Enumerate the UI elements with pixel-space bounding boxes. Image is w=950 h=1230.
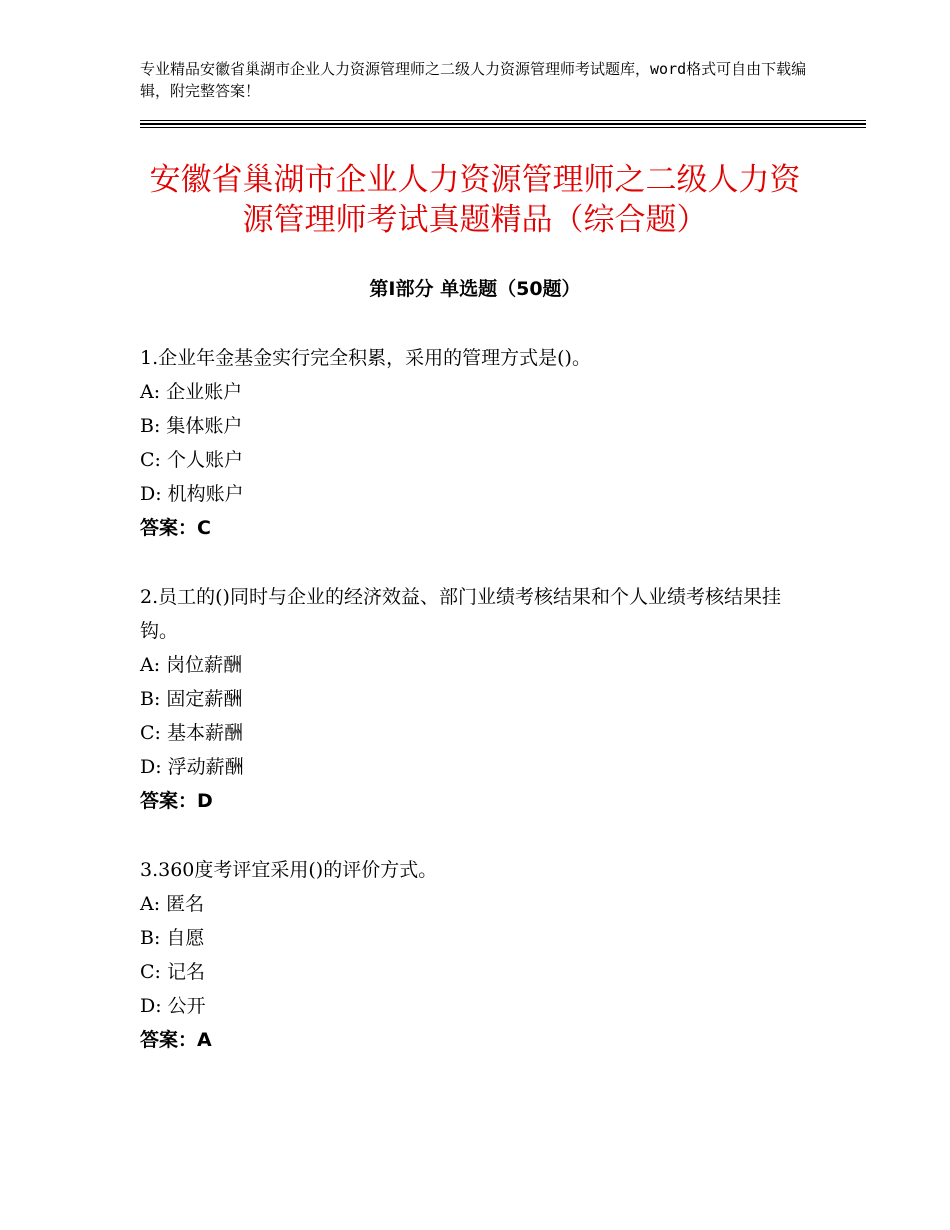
answer: 答案：C xyxy=(140,517,211,539)
header-divider-top xyxy=(140,120,866,121)
header-divider-bottom xyxy=(140,127,866,128)
question-stem: 3.360度考评宜采用()的评价方式。 xyxy=(140,859,438,881)
option-a: A: 企业账户 xyxy=(140,381,243,403)
document-title: 安徽省巢湖市企业人力资源管理师之二级人力资源管理师考试真题精品（综合题） xyxy=(149,162,801,238)
option-b: B: 集体账户 xyxy=(140,415,243,437)
option-b: B: 自愿 xyxy=(140,927,205,949)
option-a: A: 岗位薪酬 xyxy=(140,654,243,676)
option-c: C: 记名 xyxy=(140,961,205,983)
answer: 答案：D xyxy=(140,790,213,812)
question-3 xyxy=(140,853,810,1057)
section-title: 第Ⅰ部分 单选题（50题） xyxy=(369,278,581,300)
option-c: C: 个人账户 xyxy=(140,449,243,471)
option-b: B: 固定薪酬 xyxy=(140,688,243,710)
option-c: C: 基本薪酬 xyxy=(140,722,243,744)
header-note: 专业精品安徽省巢湖市企业人力资源管理师之二级人力资源管理师考试题库，word格式可自由下载编辑，附完整答案！ xyxy=(140,60,807,100)
question-stem: 2.员工的()同时与企业的经济效益、部门业绩考核结果和个人业绩考核结果挂钩。 xyxy=(140,586,781,642)
answer: 答案：A xyxy=(140,1029,212,1051)
header-divider-middle xyxy=(140,123,866,125)
question-2 xyxy=(140,580,810,818)
question-stem: 1.企业年金基金实行完全积累，采用的管理方式是()。 xyxy=(140,347,591,369)
option-a: A: 匿名 xyxy=(140,893,205,915)
option-d: D: 浮动薪酬 xyxy=(140,756,244,778)
option-d: D: 机构账户 xyxy=(140,483,244,505)
option-d: D: 公开 xyxy=(140,995,206,1017)
question-1 xyxy=(140,341,810,545)
